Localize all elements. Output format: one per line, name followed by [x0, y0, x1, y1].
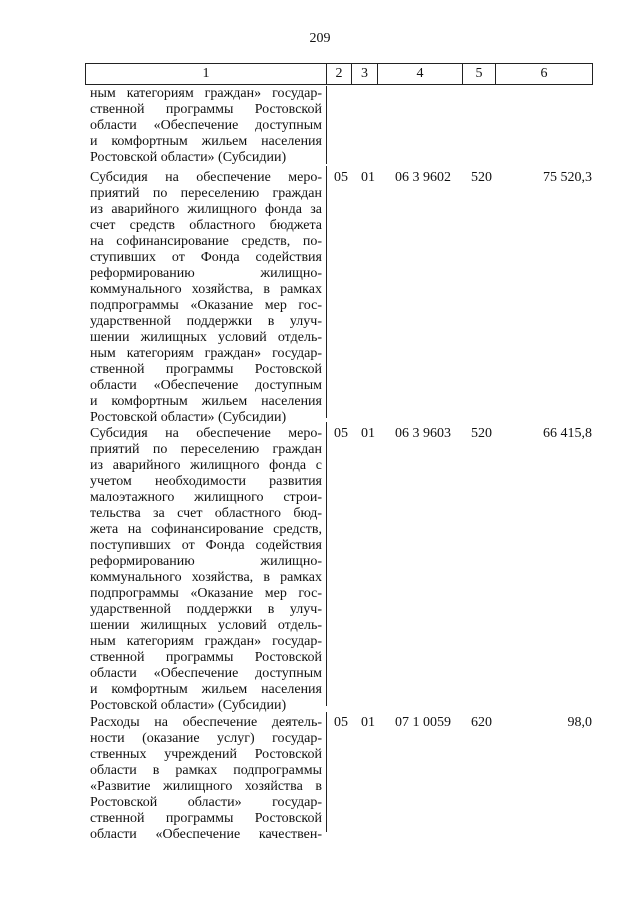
description-line: области в рамках подпрограммы [90, 763, 322, 778]
description-line: приятий по переселению граждан [90, 186, 322, 201]
cell-amount: 75 520,3 [543, 170, 592, 185]
page-number: 209 [309, 31, 331, 46]
description-line: ности (оказание услуг) государ- [90, 731, 322, 746]
table-row-description [90, 170, 322, 426]
cell-target-article: 06 3 9603 [395, 426, 451, 441]
description-line: области «Обеспечение доступным [90, 118, 322, 133]
description-line: учетом необходимости развития [90, 474, 322, 489]
description-line: ударственной поддержки в улуч- [90, 314, 322, 329]
description-line: подпрограммы «Оказание мер гос- [90, 298, 322, 313]
table-row-description [90, 715, 322, 843]
header-col-5: 5 [463, 64, 496, 85]
description-line: шении жилищных условий отдель- [90, 330, 322, 345]
table-row-description [90, 426, 322, 714]
description-line: Ростовской области» государ- [90, 795, 322, 810]
description-line: из аварийного жилищного фонда за [90, 202, 322, 217]
description-line: коммунального хозяйства, в рамках [90, 282, 322, 297]
cell-target-article: 06 3 9602 [395, 170, 451, 185]
header-col-6: 6 [496, 64, 593, 85]
description-line: жета на софинансирование средств, [90, 522, 322, 537]
description-line: и комфортным жильем населения [90, 682, 322, 697]
description-line: подпрограммы «Оказание мер гос- [90, 586, 322, 601]
cell-section: 05 [334, 715, 348, 730]
cell-expense-type: 620 [471, 715, 492, 730]
column-divider [326, 422, 327, 706]
cell-amount: 66 415,8 [543, 426, 592, 441]
description-line: Ростовской области» (Субсидии) [90, 150, 287, 165]
description-line: поступивших от Фонда содействия [90, 538, 322, 553]
header-col-1: 1 [86, 64, 327, 85]
description-line: ственной программы Ростовской [90, 362, 322, 377]
description-line: реформированию жилищно- [90, 266, 322, 281]
description-line: ным категориям граждан» государ- [90, 346, 322, 361]
table-header [85, 63, 593, 85]
description-line: реформированию жилищно- [90, 554, 322, 569]
description-line: ным категориям граждан» государ- [90, 634, 322, 649]
description-line: «Развитие жилищного хозяйства в [90, 779, 322, 794]
description-line: и комфортным жильем населения [90, 134, 322, 149]
description-line: тельства за счет областного бюд- [90, 506, 322, 521]
cell-target-article: 07 1 0059 [395, 715, 451, 730]
cell-expense-type: 520 [471, 170, 492, 185]
description-line: ным категориям граждан» государ- [90, 86, 322, 101]
description-line: ственной программы Ростовской [90, 650, 322, 665]
column-divider [326, 86, 327, 164]
description-line: приятий по переселению граждан [90, 442, 322, 457]
description-line: коммунального хозяйства, в рамках [90, 570, 322, 585]
description-line: ступивших от Фонда содействия [90, 250, 322, 265]
description-line: ударственной поддержки в улуч- [90, 602, 322, 617]
description-line: счет средств областного бюджета [90, 218, 322, 233]
description-line: на софинансирование средств, по- [90, 234, 322, 249]
description-line: из аварийного жилищного фонда с [90, 458, 322, 473]
description-line: области «Обеспечение качествен- [90, 827, 322, 842]
cell-section: 05 [334, 426, 348, 441]
description-line: Расходы на обеспечение деятель- [90, 715, 322, 730]
cell-amount: 98,0 [567, 715, 592, 730]
header-col-2: 2 [327, 64, 352, 85]
description-line: и комфортным жильем населения [90, 394, 322, 409]
description-line: области «Обеспечение доступным [90, 378, 322, 393]
description-line: Субсидия на обеспечение меро- [90, 170, 322, 185]
cell-expense-type: 520 [471, 426, 492, 441]
description-line: Ростовской области» (Субсидии) [90, 410, 287, 425]
cell-section: 05 [334, 170, 348, 185]
description-line: ственной программы Ростовской [90, 102, 322, 117]
description-line: малоэтажного жилищного строи- [90, 490, 322, 505]
table-row-description [90, 86, 322, 166]
description-line: ственной программы Ростовской [90, 811, 322, 826]
header-col-3: 3 [352, 64, 378, 85]
column-divider [326, 712, 327, 832]
description-line: Ростовской области» (Субсидии) [90, 698, 287, 713]
column-divider [326, 166, 327, 418]
cell-subsection: 01 [361, 426, 375, 441]
cell-subsection: 01 [361, 715, 375, 730]
description-line: ственных учреждений Ростовской [90, 747, 322, 762]
description-line: Субсидия на обеспечение меро- [90, 426, 322, 441]
description-line: области «Обеспечение доступным [90, 666, 322, 681]
cell-subsection: 01 [361, 170, 375, 185]
description-line: шении жилищных условий отдель- [90, 618, 322, 633]
header-col-4: 4 [378, 64, 463, 85]
